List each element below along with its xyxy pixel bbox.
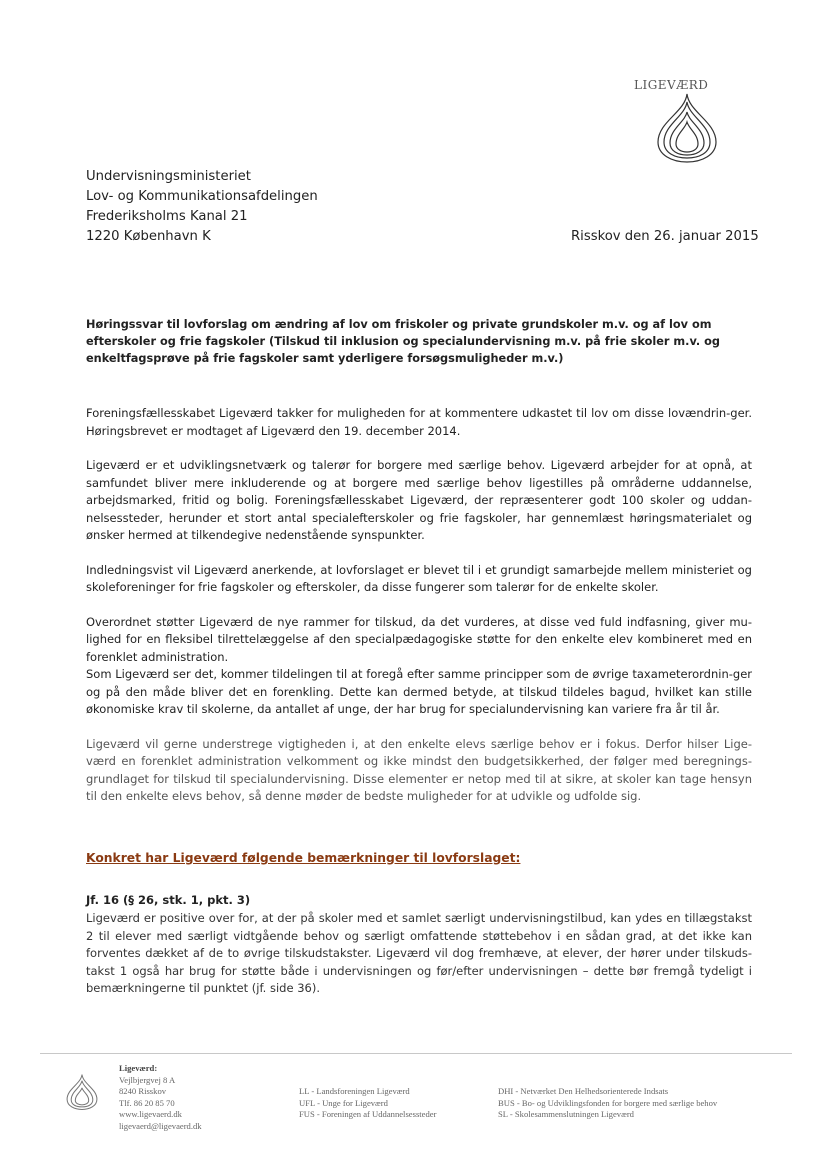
footer-network: DHI - Netværket Den Helhedsorienterede Indsats	[498, 1086, 669, 1096]
footer-networks	[498, 1086, 717, 1121]
recipient-line: Frederiksholms Kanal 21	[86, 209, 248, 224]
body-paragraph: Indledningsvist vil Ligeværd anerkende, at lovforslaget er blevet til i et grundigt samarbejde mellem ministeriet og skoleforeninger for frie fagskoler og efterskoler, da disse fungerer som talerør for de enkelte skoler.	[86, 562, 752, 594]
logo-wordmark: LIGEVÆRD	[634, 78, 709, 92]
body-paragraph: Ligeværd er et udviklingsnetværk og talerør for borgere med særlige behov. Ligeværd arbejder for at opnå, at samfundet bliver mere inkluderende og at borgere med særlige behov ligestilles på områderne uddannelse, arbejdsmarked, fritid og bolig. Foreningsfællesskabet Ligeværd, der repræsenterer godt 100 skoler og uddan-nelsessteder, herunder et stort antal specialefterskoler og frie fagskoler, har gennemlæst høringsmaterialet og ønsker hermed at tilkendegive nedenstående synspunkter.	[86, 458, 752, 542]
remark-paragraph: Ligeværd er positive over for, at der på skoler med et samlet særligt undervisningstilbud, kan ydes en tillægstakst 2 til elever med særligt vidtgående behov og særligt omfattende støttebehov i en sådan grad, at det ikke kan forventes dækket af de to øvrige tilskudstakster. Ligeværd vil dog fremhæve, at elever, der hører under tilskuds-takst 1 også har brug for støtte både i undervisningen og før/efter undervisningen – dette bør fremgå tydeligt i bemærkningerne til punktet (jf. side 36).	[86, 911, 752, 995]
body-paragraph: Som Ligeværd ser det, kommer tildelingen til at foregå efter samme principper som de øvrige taxameterordnin-ger og på den måde bliver det en forenkling. Dette kan dermed betyde, at tilskud tildeles bagud, hvilket kan stille økonomiske krav til skolerne, da antallet af unge, der har brug for specialundervisning kan variere fra år til år.	[86, 667, 752, 716]
body-paragraph: Overordnet støtter Ligeværd de nye rammer for tilskud, da det vurderes, at disse ved fuld indfasning, giver mu-lighed for en fleksibel tilrettelæggelse af den specialpædagogiske støtte for den enkelte elev kombineret med en forenklet administration.	[86, 614, 752, 664]
droplet-logo-icon	[652, 92, 722, 164]
footer-network: BUS - Bo- og Udviklingsfonden for borgere med særlige behov	[498, 1097, 718, 1108]
body-paragraph: Foreningsfællesskabet Ligeværd takker for muligheden for at kommentere udkastet til lov om disse lovændrin-ger. Høringsbrevet er modtaget af Ligeværd den 19. december 2014.	[86, 406, 752, 438]
footer-droplet-icon	[64, 1072, 100, 1112]
letter-date: Risskov den 26. januar 2015	[571, 229, 759, 244]
recipient-line: Undervisningsministeriet	[86, 169, 251, 184]
footer-association: FUS - Foreningen af Uddannelsessteder	[299, 1109, 437, 1120]
letter-subject: Høringssvar til lovforslag om ændring af lov om friskoler og private grundskoler m.v. og af lov om efterskoler og frie fagskoler (Tilskud til inklusion og specialundervisning m.v. på frie skoler m.v. og enkeltfagsprøve på frie fagskoler samt yderligere forsøgsmuligheder m.v.)	[86, 318, 720, 365]
footer-contact	[119, 1063, 202, 1133]
remarks-heading: Konkret har Ligeværd følgende bemærkninger til lovforslaget:	[86, 851, 521, 865]
recipient-line: Lov- og Kommunikationsafdelingen	[86, 189, 318, 204]
recipient-line: 1220 København K	[86, 229, 211, 244]
footer-city: 8240 Risskov	[119, 1086, 167, 1097]
footer-website: www.ligevaerd.dk	[119, 1109, 182, 1120]
footer-divider	[40, 1053, 792, 1054]
ligevaerd-logo	[606, 78, 746, 164]
footer-phone: Tlf. 86 20 85 70	[119, 1097, 175, 1108]
footer-org-name: Ligeværd:	[119, 1063, 158, 1073]
footer-associations	[299, 1086, 436, 1121]
footer-street: Vejlbjergvej 8 A	[119, 1074, 176, 1085]
footer-network: SL - Skolesammenslutningen Ligeværd	[498, 1109, 634, 1120]
footer-association: UFL - Unge for Ligeværd	[299, 1097, 388, 1108]
body-paragraph: Ligeværd vil gerne understrege vigtigheden i, at den enkelte elevs særlige behov er i fokus. Derfor hilser Lige-værd en forenklet administration velkomment og ikke mindst den budgetsikkerhed, der følger med beregnings-grundlaget for tilskud til specialundervisning. Disse elementer er netop med til at sikre, at skoler kan tage hensyn til den enkelte elevs behov, så denne møder de bedste muligheder for at udvikle og udfolde sig.	[86, 736, 752, 803]
footer-association: LL - Landsforeningen Ligeværd	[299, 1086, 410, 1096]
letter-body	[86, 405, 752, 823]
remark-subheading: Jf. 16 (§ 26, stk. 1, pkt. 3)	[86, 893, 251, 907]
recipient-address	[86, 167, 318, 247]
footer-email: ligevaerd@ligevaerd.dk	[119, 1120, 202, 1131]
